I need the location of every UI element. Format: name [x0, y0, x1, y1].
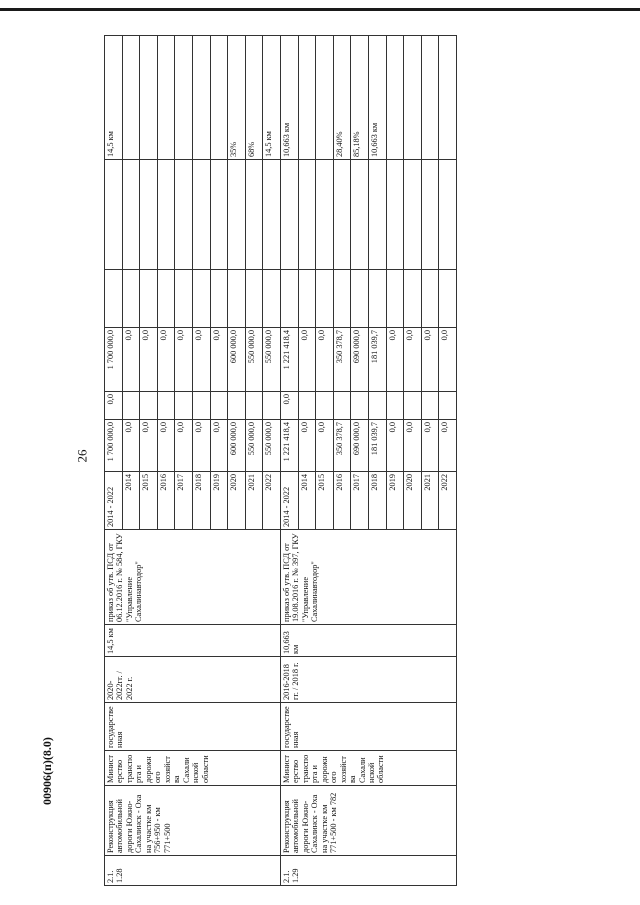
- year-cost-cell: 0,0: [122, 420, 140, 472]
- empty-cell: [421, 160, 439, 270]
- empty-cell: [105, 270, 123, 328]
- year-cost-cell: 181 039,7: [368, 420, 386, 472]
- year-cell: 2022: [263, 472, 281, 530]
- year-value-cell: 0,0: [404, 328, 422, 392]
- year-cost-cell: 550 000,0: [263, 420, 281, 472]
- year-cost-cell: 690 000,0: [351, 420, 369, 472]
- col-a-cell: 0,0: [280, 392, 298, 420]
- empty-cell: [386, 392, 404, 420]
- year-percent-cell: 35%: [228, 36, 246, 160]
- empty-cell: [421, 392, 439, 420]
- capacity-cell: 14,5 км: [105, 625, 281, 657]
- year-value-cell: 0,0: [298, 328, 316, 392]
- total-cost-cell: 1 700 000,0: [105, 420, 123, 472]
- year-percent-cell: [298, 36, 316, 160]
- empty-cell: [192, 392, 210, 420]
- year-cost-cell: 350 378,7: [333, 420, 351, 472]
- empty-cell: [404, 270, 422, 328]
- year-percent-cell: [316, 36, 334, 160]
- item-number-cell: 2.1. 1.29: [280, 856, 456, 886]
- empty-cell: [245, 392, 263, 420]
- year-cell: 2018: [368, 472, 386, 530]
- year-cell: 2014: [122, 472, 140, 530]
- year-value-cell: 350 378,7: [333, 328, 351, 392]
- year-cell: 2016: [333, 472, 351, 530]
- year-percent-cell: [122, 36, 140, 160]
- year-cost-cell: 0,0: [192, 420, 210, 472]
- empty-cell: [316, 392, 334, 420]
- year-percent-cell: [192, 36, 210, 160]
- year-cell: 2017: [351, 472, 369, 530]
- year-value-cell: 0,0: [439, 328, 457, 392]
- empty-cell: [404, 392, 422, 420]
- empty-cell: [439, 160, 457, 270]
- empty-cell: [210, 270, 228, 328]
- year-percent-cell: [439, 36, 457, 160]
- empty-cell: [263, 160, 281, 270]
- empty-cell: [351, 270, 369, 328]
- year-value-cell: 550 000,0: [245, 328, 263, 392]
- empty-cell: [280, 160, 298, 270]
- empty-cell: [280, 270, 298, 328]
- document-cell: приказ об утв. ПСД от 06.12.2016 г. № 584, ГКУ "Управление Сахалинавтодор": [105, 530, 281, 625]
- year-value-cell: 0,0: [122, 328, 140, 392]
- year-value-cell: 690 000,0: [351, 328, 369, 392]
- year-value-cell: 550 000,0: [263, 328, 281, 392]
- col-a-cell: 0,0: [105, 392, 123, 420]
- item-number-cell: 2.1. 1.28: [105, 856, 281, 886]
- projects-table: [104, 35, 457, 886]
- empty-cell: [404, 160, 422, 270]
- table-row: [105, 36, 123, 886]
- year-value-cell: 0,0: [157, 328, 175, 392]
- year-cell: 2017: [175, 472, 193, 530]
- empty-cell: [175, 160, 193, 270]
- year-percent-cell: 85,18%: [351, 36, 369, 160]
- document-cell: приказ об утв. ПСД от 19.08.2016 г. № 397, ГКУ "Управление Сахалинавтодор": [280, 530, 456, 625]
- empty-cell: [228, 160, 246, 270]
- empty-cell: [263, 392, 281, 420]
- year-cost-cell: 0,0: [175, 420, 193, 472]
- ownership-cell: государственная: [280, 703, 456, 751]
- total-period-cell: 2014 - 2022: [105, 472, 123, 530]
- period-cell: 2020-2022гг. / 2022 г.: [105, 657, 281, 703]
- rotated-table-area: [104, 36, 524, 886]
- year-cost-cell: 600 000,0: [228, 420, 246, 472]
- empty-cell: [122, 270, 140, 328]
- total-period-cell: 2014 - 2022: [280, 472, 298, 530]
- year-cost-cell: 0,0: [439, 420, 457, 472]
- year-percent-cell: 14,5 км: [263, 36, 281, 160]
- year-cost-cell: 0,0: [421, 420, 439, 472]
- year-percent-cell: [386, 36, 404, 160]
- empty-cell: [228, 270, 246, 328]
- empty-cell: [210, 392, 228, 420]
- empty-cell: [298, 160, 316, 270]
- capacity-cell: 10,663 км: [280, 625, 456, 657]
- object-name-cell: Реконструкция автомобильной дороги Южно-Сахалинск - Оха на участке км 756+950 - км 771+500: [105, 786, 281, 856]
- year-value-cell: 181 039,7: [368, 328, 386, 392]
- year-cell: 2021: [421, 472, 439, 530]
- year-value-cell: 0,0: [386, 328, 404, 392]
- ownership-cell: государственная: [105, 703, 281, 751]
- year-cell: 2022: [439, 472, 457, 530]
- empty-cell: [175, 392, 193, 420]
- empty-cell: [192, 270, 210, 328]
- empty-cell: [333, 160, 351, 270]
- empty-cell: [368, 160, 386, 270]
- year-cell: 2019: [210, 472, 228, 530]
- empty-cell: [122, 160, 140, 270]
- empty-cell: [333, 270, 351, 328]
- year-percent-cell: [421, 36, 439, 160]
- top-rule: [0, 8, 640, 11]
- year-cost-cell: 0,0: [298, 420, 316, 472]
- year-percent-cell: 10,663 км: [368, 36, 386, 160]
- year-cell: 2015: [316, 472, 334, 530]
- year-cost-cell: 0,0: [157, 420, 175, 472]
- empty-cell: [316, 270, 334, 328]
- year-cost-cell: 0,0: [386, 420, 404, 472]
- empty-cell: [386, 160, 404, 270]
- empty-cell: [245, 160, 263, 270]
- empty-cell: [157, 392, 175, 420]
- empty-cell: [351, 160, 369, 270]
- empty-cell: [351, 392, 369, 420]
- year-value-cell: 0,0: [175, 328, 193, 392]
- year-cost-cell: 0,0: [316, 420, 334, 472]
- capacity-total-cell: 14,5 км: [105, 36, 123, 160]
- year-value-cell: 0,0: [316, 328, 334, 392]
- year-cell: 2018: [192, 472, 210, 530]
- year-cost-cell: 0,0: [404, 420, 422, 472]
- empty-cell: [298, 270, 316, 328]
- empty-cell: [245, 270, 263, 328]
- empty-cell: [210, 160, 228, 270]
- document-code: 00906(п)(8.0): [40, 737, 54, 805]
- year-percent-cell: [140, 36, 158, 160]
- year-cell: 2020: [404, 472, 422, 530]
- year-value-cell: 0,0: [140, 328, 158, 392]
- empty-cell: [368, 270, 386, 328]
- empty-cell: [298, 392, 316, 420]
- empty-cell: [157, 270, 175, 328]
- year-cost-cell: 0,0: [140, 420, 158, 472]
- empty-cell: [439, 270, 457, 328]
- empty-cell: [192, 160, 210, 270]
- year-value-cell: 600 000,0: [228, 328, 246, 392]
- page-number: 26: [74, 449, 90, 463]
- empty-cell: [140, 270, 158, 328]
- empty-cell: [386, 270, 404, 328]
- year-percent-cell: [210, 36, 228, 160]
- empty-cell: [421, 270, 439, 328]
- empty-cell: [122, 392, 140, 420]
- ministry-cell: Министерство транспорта и дорожного хозяйства Сахалинской области: [280, 751, 456, 786]
- year-cost-cell: 550 000,0: [245, 420, 263, 472]
- total-cost-cell: 1 221 418,4: [280, 420, 298, 472]
- year-percent-cell: [175, 36, 193, 160]
- year-percent-cell: 68%: [245, 36, 263, 160]
- empty-cell: [140, 160, 158, 270]
- year-cell: 2019: [386, 472, 404, 530]
- year-percent-cell: [157, 36, 175, 160]
- ministry-cell: Министерство транспорта и дорожного хозяйства Сахалинской области: [105, 751, 281, 786]
- year-value-cell: 0,0: [210, 328, 228, 392]
- year-cell: 2015: [140, 472, 158, 530]
- empty-cell: [105, 160, 123, 270]
- year-value-cell: 0,0: [192, 328, 210, 392]
- year-percent-cell: [404, 36, 422, 160]
- empty-cell: [157, 160, 175, 270]
- year-value-cell: 0,0: [421, 328, 439, 392]
- empty-cell: [263, 270, 281, 328]
- year-cell: 2021: [245, 472, 263, 530]
- empty-cell: [175, 270, 193, 328]
- empty-cell: [439, 392, 457, 420]
- capacity-total-cell: 10,663 км: [280, 36, 298, 160]
- empty-cell: [316, 160, 334, 270]
- empty-cell: [140, 392, 158, 420]
- year-cost-cell: 0,0: [210, 420, 228, 472]
- year-cell: 2016: [157, 472, 175, 530]
- period-cell: 2016-2018 гг. / 2018 г.: [280, 657, 456, 703]
- year-percent-cell: 28,40%: [333, 36, 351, 160]
- col-b-cell: 1 221 418,4: [280, 328, 298, 392]
- table-row: [280, 36, 298, 886]
- empty-cell: [228, 392, 246, 420]
- empty-cell: [368, 392, 386, 420]
- col-b-cell: 1 700 000,0: [105, 328, 123, 392]
- object-name-cell: Реконструкция автомобильной дороги Южно-Сахалинск - Оха на участке км 771+500 - км 782: [280, 786, 456, 856]
- empty-cell: [333, 392, 351, 420]
- year-cell: 2014: [298, 472, 316, 530]
- year-cell: 2020: [228, 472, 246, 530]
